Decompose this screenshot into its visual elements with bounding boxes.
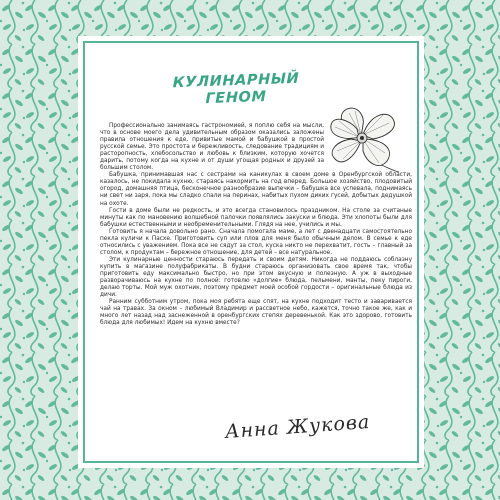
paragraph: Эти кулинарные ценности стараюсь передать и своим детям. Никогда не поддаюсь соблазну купить в магазине полуфабрикаты. В будни стараюсь организовать свое время так, чтобы приготовить еду максимально быстро, но при этом вкусную и полезную. А уж в выходные разворачиваюсь на кухне по полной: готовлю «долгие» блюда, пельмени, манты, пеку пироги, делаю торты. Мой муж охотник, поэтому предмет моей особой гордости – оригинальные блюда из дичи. bbox=[100, 256, 412, 299]
paragraph: Профессионально занимаясь гастрономией, я поплю себя на мысли, что в основе моего дела удивительным образом оказались заложены правила отношения к еде, привитые мамой и бабушкой в простой русской семье. Это простота и бережливость, следование традициям и расторопность, хлебосольство и любовь к близким, которую хочется дарить, потому когда на кухне и от души угощая родных и друзей за большим столом. bbox=[100, 123, 324, 172]
paragraph: Бабушка, принимавшая нас с сестрами на каникулах в своем доме в Оренбургской области, казалось, не покидала кухню, стараясь накормить на год вперед. Большое хозяйство, плодовитый огород, домашняя птица, бесконечное разнообразие выпечки – бабушка все успевала, поднимаясь ни свет ни заря, пока мы сладко спали на перинах, набитых пухом диких гусей, добытых дедушкой на охоте. bbox=[100, 172, 412, 207]
paragraph: Ранним субботним утром, пока моя ребята еще спят, на кухне подходит тесто и заваривается чай на травах. За окном – любимый Владимир и рассветное небо, кажется, точно такое же, как и много лет назад над заснеженной в оренбургских степях деревенькой. Как это здорово, готовить блюда для любимых! Идем на кухню вместе? bbox=[100, 299, 412, 327]
title-line-2: ГЕНОМ bbox=[205, 88, 267, 108]
paragraph: Гости в доме были не редкость, и это всегда становилось праздником. На столе за считаные минуты как по мановению волшебной палочки появлялись закуски и блюда. Эти хлопоты были для бабушки естественными и необременительными. Глядя на нее, учились и мы. bbox=[100, 207, 412, 228]
title-line-1: КУЛИНАРНЫЙ bbox=[172, 70, 300, 92]
content-panel bbox=[78, 36, 424, 468]
author-signature: Анна Жукова bbox=[224, 410, 371, 444]
panel-border bbox=[83, 41, 419, 463]
paragraph: Готовить я начала довольно рано. Сначала помогала маме, а лет с двенадцати самостоятельно пекла куличи к Пасхе. Приготовить суп или плов для меня было обычным делом. В семье к еде относились с уважением. Пока все не сядут за стол, куска никто не перехватит, гость – главный за столом, к продуктам – бережное отношение, для детей – все натуральное. bbox=[100, 228, 412, 256]
page-title bbox=[171, 71, 301, 110]
article-text bbox=[100, 123, 412, 327]
